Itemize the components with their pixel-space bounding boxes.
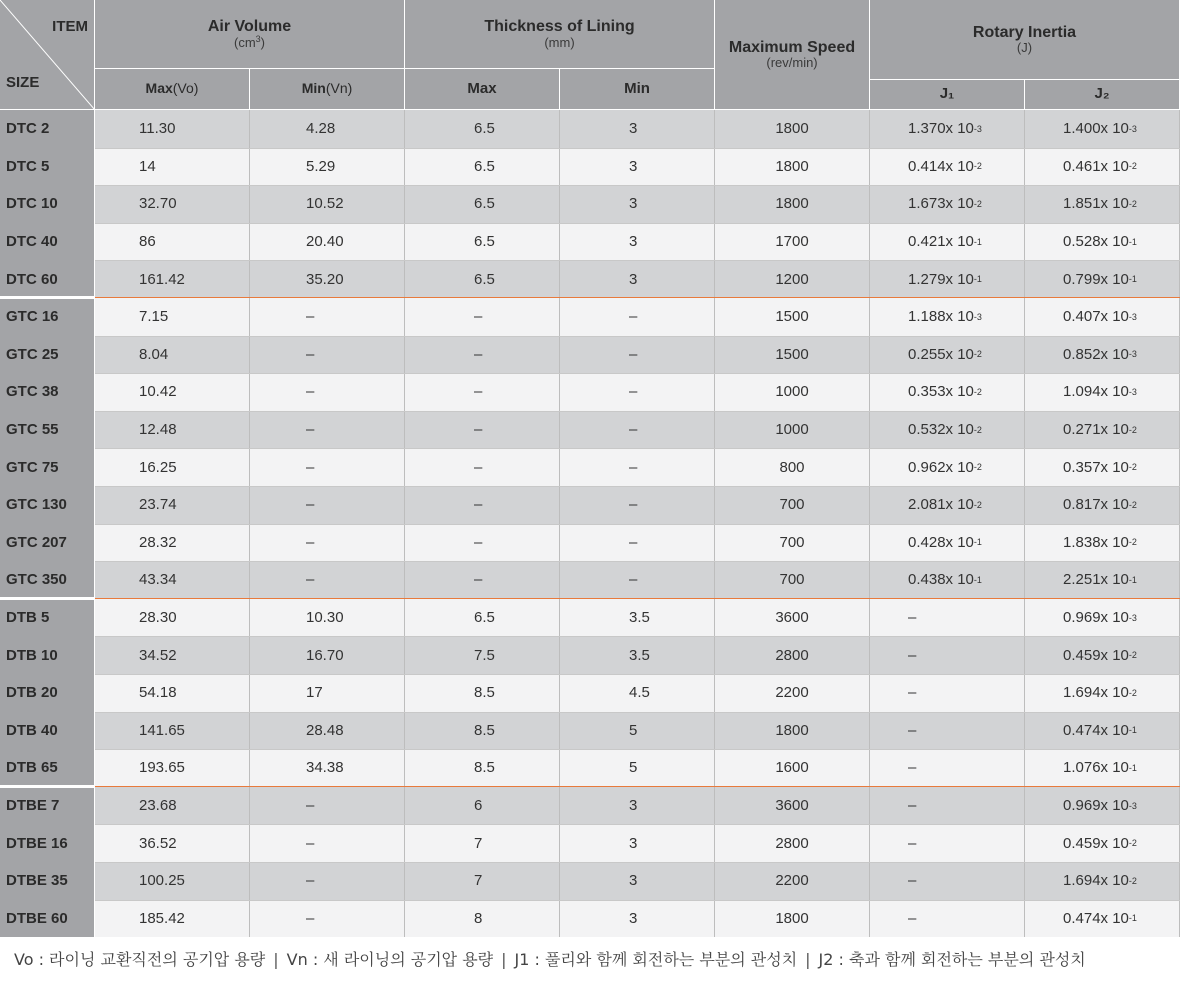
footnote-separator: | (501, 950, 507, 969)
table-row (0, 749, 1180, 787)
row-divider (95, 524, 1180, 525)
cell-lining-max: 6.5 (405, 110, 560, 148)
cell-max-speed: 2800 (715, 824, 870, 862)
cell-min-vn: 17 (250, 674, 405, 712)
cell-size: GTC 55 (0, 411, 95, 449)
cell-max-vo: 23.68 (95, 787, 250, 825)
cell-lining-min: 3 (560, 185, 715, 223)
cell-min-vn: – (250, 298, 405, 336)
cell-lining-min: 3 (560, 824, 715, 862)
cell-size: DTBE 35 (0, 862, 95, 900)
cell-lining-max: 6.5 (405, 223, 560, 261)
cell-min-vn: – (250, 411, 405, 449)
cell-lining-min: – (560, 411, 715, 449)
cell-max-vo: 100.25 (95, 862, 250, 900)
cell-min-vn: 35.20 (250, 260, 405, 298)
cell-lining-max: – (405, 486, 560, 524)
cell-max-vo: 34.52 (95, 636, 250, 674)
cell-lining-max: 8.5 (405, 749, 560, 787)
table-row (0, 862, 1180, 900)
cell-max-speed: 2200 (715, 674, 870, 712)
cell-lining-max: 7.5 (405, 636, 560, 674)
cell-max-vo: 28.32 (95, 524, 250, 562)
footnote-vn: Vn : 새 라이닝의 공기압 용량 (286, 950, 494, 969)
group-divider (95, 598, 1180, 599)
cell-max-speed: 800 (715, 448, 870, 486)
row-divider (95, 674, 1180, 675)
cell-size: DTBE 7 (0, 787, 95, 825)
cell-max-vo: 10.42 (95, 373, 250, 411)
group-gap (0, 785, 95, 788)
cell-j1: 0.962 x 10 -2 (870, 448, 1025, 486)
cell-size: DTC 10 (0, 185, 95, 223)
cell-max-vo: 43.34 (95, 561, 250, 599)
table-corner-header (0, 0, 95, 110)
cell-min-vn: 20.40 (250, 223, 405, 261)
diagonal-divider (0, 0, 95, 110)
max-speed-title: Maximum Speed (728, 38, 856, 56)
cell-lining-min: 5 (560, 749, 715, 787)
group-divider (95, 786, 1180, 787)
cell-j1: – (870, 712, 1025, 750)
cell-lining-max: 6.5 (405, 599, 560, 637)
table-row (0, 486, 1180, 524)
max-speed-header (715, 0, 870, 110)
cell-lining-max: 7 (405, 824, 560, 862)
cell-size: DTC 40 (0, 223, 95, 261)
cell-max-vo: 28.30 (95, 599, 250, 637)
cell-lining-max: 8.5 (405, 712, 560, 750)
cell-lining-min: – (560, 448, 715, 486)
cell-j2: 0.969 x 10 -3 (1025, 599, 1180, 637)
air-volume-unit: $(cm^3)$ (233, 34, 266, 51)
cell-lining-min: 3.5 (560, 599, 715, 637)
table-row (0, 636, 1180, 674)
table-row (0, 260, 1180, 298)
subheader-j1: J₁ (870, 80, 1025, 110)
item-label: ITEM (52, 18, 88, 35)
cell-max-vo: 32.70 (95, 185, 250, 223)
cell-size: GTC 38 (0, 373, 95, 411)
cell-j2: 0.459 x 10 -2 (1025, 824, 1180, 862)
row-divider (95, 411, 1180, 412)
cell-lining-max: 8 (405, 900, 560, 938)
cell-max-vo: 12.48 (95, 411, 250, 449)
subheader-lining-min: Min (560, 69, 715, 110)
cell-min-vn: – (250, 524, 405, 562)
cell-j1: 0.532 x 10 -2 (870, 411, 1025, 449)
cell-j2: 1.094 x 10 -3 (1025, 373, 1180, 411)
cell-j2: 0.357 x 10 -2 (1025, 448, 1180, 486)
cell-max-speed: 1200 (715, 260, 870, 298)
cell-j2: 0.459 x 10 -2 (1025, 636, 1180, 674)
row-divider (95, 862, 1180, 863)
row-divider (95, 486, 1180, 487)
cell-max-vo: 23.74 (95, 486, 250, 524)
cell-max-speed: 700 (715, 486, 870, 524)
cell-max-vo: 161.42 (95, 260, 250, 298)
cell-max-vo: 86 (95, 223, 250, 261)
cell-min-vn: 34.38 (250, 749, 405, 787)
cell-size: GTC 75 (0, 448, 95, 486)
row-divider (95, 223, 1180, 224)
row-divider (95, 373, 1180, 374)
row-divider (95, 561, 1180, 562)
subheader-lining-max: Max (405, 69, 560, 110)
table-row (0, 900, 1180, 938)
table-row (0, 787, 1180, 825)
row-divider (95, 824, 1180, 825)
cell-lining-min: – (560, 298, 715, 336)
cell-j2: 0.799 x 10 -1 (1025, 260, 1180, 298)
row-divider (95, 148, 1180, 149)
cell-lining-max: – (405, 561, 560, 599)
cell-j2: 1.400 x 10 -3 (1025, 110, 1180, 148)
cell-j1: 0.438 x 10 -1 (870, 561, 1025, 599)
cell-lining-min: – (560, 336, 715, 374)
lining-unit: (mm) (544, 34, 575, 50)
cell-j1: 0.421 x 10 -1 (870, 223, 1025, 261)
cell-j1: 0.255 x 10 -2 (870, 336, 1025, 374)
cell-j2: 1.694 x 10 -2 (1025, 862, 1180, 900)
row-divider (95, 336, 1180, 337)
cell-max-vo: 16.25 (95, 448, 250, 486)
cell-max-speed: 700 (715, 524, 870, 562)
cell-min-vn: – (250, 862, 405, 900)
cell-j2: 0.474 x 10 -1 (1025, 712, 1180, 750)
cell-max-vo: 7.15 (95, 298, 250, 336)
cell-max-speed: 3600 (715, 787, 870, 825)
cell-lining-max: – (405, 448, 560, 486)
cell-size: DTB 5 (0, 599, 95, 637)
inertia-title: Rotary Inertia (972, 23, 1077, 41)
cell-j1: – (870, 599, 1025, 637)
cell-min-vn: 10.30 (250, 599, 405, 637)
cell-j2: 0.461 x 10 -2 (1025, 148, 1180, 186)
cell-lining-min: 4.5 (560, 674, 715, 712)
cell-j2: 0.817 x 10 -2 (1025, 486, 1180, 524)
cell-j1: 1.370 x 10 -3 (870, 110, 1025, 148)
cell-max-speed: 1500 (715, 336, 870, 374)
cell-size: GTC 25 (0, 336, 95, 374)
row-divider (95, 712, 1180, 713)
cell-max-speed: 1800 (715, 900, 870, 938)
lining-title: Thickness of Lining (484, 18, 635, 36)
cell-min-vn: 16.70 (250, 636, 405, 674)
cell-j1: – (870, 787, 1025, 825)
cell-j2: 2.251 x 10 -1 (1025, 561, 1180, 599)
cell-max-speed: 1800 (715, 712, 870, 750)
cell-max-speed: 1500 (715, 298, 870, 336)
footnote-j2: J2 : 축과 함께 회전하는 부분의 관성치 (818, 950, 1086, 969)
cell-max-vo: 8.04 (95, 336, 250, 374)
cell-max-speed: 2800 (715, 636, 870, 674)
cell-size: GTC 130 (0, 486, 95, 524)
row-divider (95, 636, 1180, 637)
group-gap (0, 597, 95, 600)
cell-size: DTBE 16 (0, 824, 95, 862)
cell-j1: – (870, 824, 1025, 862)
cell-lining-min: 3 (560, 223, 715, 261)
cell-max-speed: 1800 (715, 110, 870, 148)
cell-j1: 2.081 x 10 -2 (870, 486, 1025, 524)
cell-max-vo: 36.52 (95, 824, 250, 862)
cell-min-vn: 4.28 (250, 110, 405, 148)
cell-size: GTC 16 (0, 298, 95, 336)
cell-j2: 1.076 x 10 -1 (1025, 749, 1180, 787)
cell-lining-min: 3 (560, 787, 715, 825)
group-gap (0, 296, 95, 299)
cell-j2: 0.407 x 10 -3 (1025, 298, 1180, 336)
table-row (0, 712, 1180, 750)
cell-lining-min: 3 (560, 110, 715, 148)
cell-j1: 1.279 x 10 -1 (870, 260, 1025, 298)
cell-lining-min: 3 (560, 148, 715, 186)
cell-min-vn: 10.52 (250, 185, 405, 223)
cell-size: GTC 207 (0, 524, 95, 562)
table-row (0, 524, 1180, 562)
row-divider (95, 749, 1180, 750)
max-speed-unit: (rev/min) (766, 55, 818, 71)
cell-lining-max: – (405, 411, 560, 449)
inertia-header (870, 0, 1180, 80)
size-label: SIZE (6, 74, 40, 91)
cell-max-speed: 1700 (715, 223, 870, 261)
subheader-j2: J₂ (1025, 80, 1180, 110)
row-divider (95, 448, 1180, 449)
row-divider (95, 900, 1180, 901)
cell-lining-max: – (405, 524, 560, 562)
table-row (0, 336, 1180, 374)
cell-j2: 1.851 x 10 -2 (1025, 185, 1180, 223)
cell-max-vo: 185.42 (95, 900, 250, 938)
cell-j1: – (870, 636, 1025, 674)
cell-lining-max: 6.5 (405, 260, 560, 298)
lining-header (405, 0, 715, 69)
cell-min-vn: – (250, 336, 405, 374)
table-row (0, 373, 1180, 411)
cell-lining-min: – (560, 524, 715, 562)
cell-lining-max: – (405, 373, 560, 411)
footnote-j1: J1 : 풀리와 함께 회전하는 부분의 관성치 (514, 950, 798, 969)
footnote (14, 947, 1086, 970)
cell-j2: 0.271 x 10 -2 (1025, 411, 1180, 449)
cell-lining-max: 6.5 (405, 185, 560, 223)
cell-max-vo: 54.18 (95, 674, 250, 712)
cell-max-vo: 11.30 (95, 110, 250, 148)
footnote-vo: Vo : 라이닝 교환직전의 공기압 용량 (14, 950, 266, 969)
cell-min-vn: 28.48 (250, 712, 405, 750)
table-row (0, 674, 1180, 712)
cell-j1: 0.353 x 10 -2 (870, 373, 1025, 411)
table-row (0, 561, 1180, 599)
cell-j2: 0.852 x 10 -3 (1025, 336, 1180, 374)
cell-j2: 0.474 x 10 -1 (1025, 900, 1180, 938)
cell-size: DTC 60 (0, 260, 95, 298)
cell-j1: – (870, 749, 1025, 787)
cell-min-vn: – (250, 787, 405, 825)
cell-max-vo: 193.65 (95, 749, 250, 787)
table-row (0, 148, 1180, 186)
cell-j2: 0.969 x 10 -3 (1025, 787, 1180, 825)
cell-lining-max: 6.5 (405, 148, 560, 186)
cell-j2: 0.528 x 10 -1 (1025, 223, 1180, 261)
cell-j1: 1.673 x 10 -2 (870, 185, 1025, 223)
table-row (0, 185, 1180, 223)
cell-max-speed: 1600 (715, 749, 870, 787)
cell-size: DTB 65 (0, 749, 95, 787)
cell-max-speed: 2200 (715, 862, 870, 900)
cell-lining-max: 8.5 (405, 674, 560, 712)
cell-size: DTB 20 (0, 674, 95, 712)
cell-lining-min: 3.5 (560, 636, 715, 674)
cell-max-speed: 1800 (715, 185, 870, 223)
row-divider (95, 185, 1180, 186)
table-row (0, 824, 1180, 862)
cell-max-speed: 1000 (715, 373, 870, 411)
cell-lining-min: 3 (560, 900, 715, 938)
footnote-separator: | (805, 950, 811, 969)
cell-j1: 0.428 x 10 -1 (870, 524, 1025, 562)
cell-j1: – (870, 674, 1025, 712)
cell-size: DTC 5 (0, 148, 95, 186)
cell-j1: – (870, 900, 1025, 938)
cell-size: DTB 40 (0, 712, 95, 750)
cell-lining-max: 6 (405, 787, 560, 825)
cell-lining-min: 3 (560, 862, 715, 900)
group-divider (95, 297, 1180, 298)
cell-size: GTC 350 (0, 561, 95, 599)
row-divider (95, 260, 1180, 261)
cell-j2: 1.838 x 10 -2 (1025, 524, 1180, 562)
cell-max-speed: 1000 (715, 411, 870, 449)
cell-j2: 1.694 x 10 -2 (1025, 674, 1180, 712)
cell-lining-max: – (405, 336, 560, 374)
table-row (0, 411, 1180, 449)
cell-j1: 0.414 x 10 -2 (870, 148, 1025, 186)
table-row (0, 599, 1180, 637)
cell-min-vn: – (250, 448, 405, 486)
cell-lining-max: – (405, 298, 560, 336)
cell-max-vo: 141.65 (95, 712, 250, 750)
air-volume-header (95, 0, 405, 69)
cell-min-vn: – (250, 900, 405, 938)
cell-min-vn: – (250, 824, 405, 862)
cell-max-speed: 700 (715, 561, 870, 599)
subheader-min-vn: Min(Vn) (250, 69, 405, 110)
footnote-separator: | (273, 950, 279, 969)
cell-size: DTBE 60 (0, 900, 95, 938)
cell-lining-min: – (560, 561, 715, 599)
cell-size: DTB 10 (0, 636, 95, 674)
cell-min-vn: 5.29 (250, 148, 405, 186)
cell-min-vn: – (250, 561, 405, 599)
cell-max-vo: 14 (95, 148, 250, 186)
table-row (0, 223, 1180, 261)
cell-max-speed: 3600 (715, 599, 870, 637)
cell-lining-min: 5 (560, 712, 715, 750)
cell-lining-min: – (560, 373, 715, 411)
cell-min-vn: – (250, 486, 405, 524)
cell-min-vn: – (250, 373, 405, 411)
table-row (0, 298, 1180, 336)
cell-max-speed: 1800 (715, 148, 870, 186)
inertia-unit: (J) (1016, 40, 1033, 56)
subheader-max-vo: Max(Vo) (95, 69, 250, 110)
cell-lining-min: 3 (560, 260, 715, 298)
table-row (0, 448, 1180, 486)
cell-lining-min: – (560, 486, 715, 524)
cell-j1: 1.188 x 10 -3 (870, 298, 1025, 336)
cell-j1: – (870, 862, 1025, 900)
cell-lining-max: 7 (405, 862, 560, 900)
air-volume-title: Air Volume (207, 17, 292, 35)
table-row (0, 110, 1180, 148)
cell-size: DTC 2 (0, 110, 95, 148)
